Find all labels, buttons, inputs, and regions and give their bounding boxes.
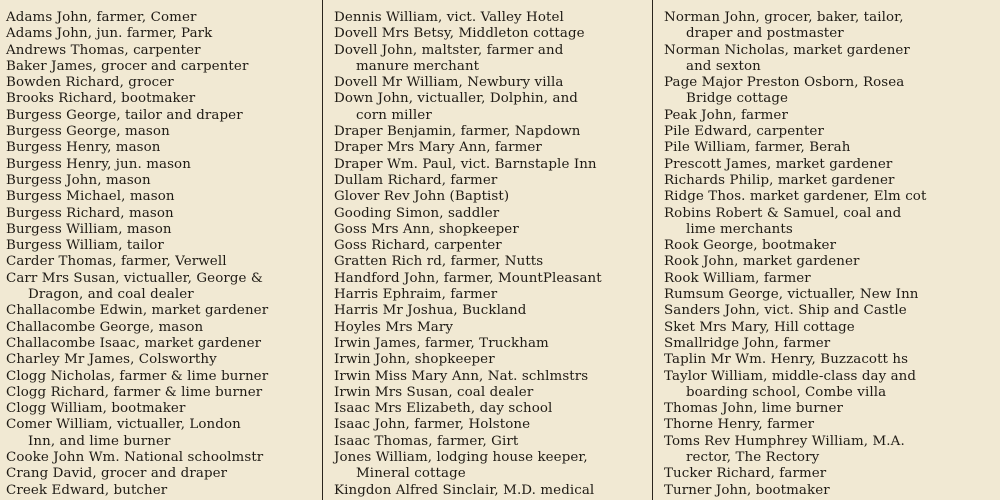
entry-text: Burgess John, mason: [6, 172, 151, 188]
directory-entry: [334, 189, 646, 205]
column-divider: [322, 0, 323, 500]
directory-entry: [6, 483, 316, 499]
entry-text: Robins Robert & Samuel, coal and: [664, 205, 902, 221]
entry-text: Harris Ephraim, farmer: [334, 287, 498, 303]
entry-text: Goss Mrs Ann, shopkeeper: [334, 221, 519, 237]
entry-text: Cooke John Wm. National schoolmstr: [6, 450, 264, 466]
entry-text: Burgess Michael, mason: [6, 189, 175, 205]
entry-text: Goss Richard, carpenter: [334, 238, 502, 254]
entry-continuation: Dragon, and coal dealer: [28, 287, 194, 303]
directory-entry: [6, 369, 316, 385]
directory-entry: [664, 157, 994, 173]
directory-entry: [334, 434, 646, 450]
entry-text: Rook John, market gardener: [664, 254, 860, 270]
directory-column-2: [334, 10, 646, 499]
entry-text: Charley Mr James, Colsworthy: [6, 352, 217, 368]
entry-text: Challacombe George, mason: [6, 319, 204, 335]
entry-continuation: rector, The Rectory: [686, 450, 820, 466]
entry-text: Comer William, victualler, London: [6, 417, 241, 433]
entry-text: Rook George, bootmaker: [664, 238, 837, 254]
directory-entry: [6, 75, 316, 91]
entry-text: Turner John, bootmaker: [664, 482, 830, 498]
directory-entry: [664, 43, 994, 76]
entry-text: Adams John, jun. farmer, Park: [6, 26, 213, 42]
directory-entry: [664, 466, 994, 482]
entry-text: Rumsum George, victualler, New Inn: [664, 287, 919, 303]
directory-entry: [334, 287, 646, 303]
directory-entry: [664, 417, 994, 433]
directory-entry: [6, 173, 316, 189]
directory-entry: [6, 466, 316, 482]
entry-text: Bowden Richard, grocer: [6, 75, 174, 91]
entry-text: Richards Philip, market gardener: [664, 172, 895, 188]
entry-text: Dullam Richard, farmer: [334, 172, 498, 188]
entry-continuation: Mineral cottage: [356, 466, 466, 482]
entry-continuation: corn miller: [356, 107, 432, 123]
directory-entry: [334, 91, 646, 124]
entry-text: Handford John, farmer, MountPleasant: [334, 270, 602, 286]
directory-entry: [6, 320, 316, 336]
entry-text: Draper Mrs Mary Ann, farmer: [334, 140, 542, 156]
directory-entry: [664, 271, 994, 287]
directory-entry: [664, 336, 994, 352]
directory-entry: [664, 320, 994, 336]
directory-entry: [664, 206, 994, 239]
entry-text: Dennis William, vict. Valley Hotel: [334, 10, 564, 25]
directory-entry: [664, 303, 994, 319]
entry-text: Irwin Mrs Susan, coal dealer: [334, 384, 534, 400]
entry-text: Taylor William, middle-class day and: [664, 368, 917, 384]
entry-text: Clogg Nicholas, farmer & lime burner: [6, 368, 269, 384]
entry-text: Burgess George, tailor and draper: [6, 107, 243, 123]
directory-entry: [334, 157, 646, 173]
column-divider: [652, 0, 653, 500]
directory-entry: [334, 75, 646, 91]
entry-continuation: lime merchants: [686, 221, 793, 237]
entry-text: Sanders John, vict. Ship and Castle: [664, 303, 907, 319]
entry-text: Burgess William, tailor: [6, 238, 164, 254]
directory-entry: [6, 26, 316, 42]
directory-entry: [334, 417, 646, 433]
entry-text: Gratten Rich rd, farmer, Nutts: [334, 254, 544, 270]
entry-text: Burgess William, mason: [6, 221, 172, 237]
directory-entry: [334, 222, 646, 238]
entry-text: Clogg Richard, farmer & lime burner: [6, 384, 263, 400]
directory-entry: [664, 434, 994, 467]
directory-entry: [664, 401, 994, 417]
entry-text: Draper Benjamin, farmer, Napdown: [334, 124, 581, 140]
directory-entry: [6, 303, 316, 319]
directory-entry: [6, 385, 316, 401]
entry-text: Isaac Mrs Elizabeth, day school: [334, 401, 553, 417]
directory-entry: [334, 238, 646, 254]
directory-entry: [6, 43, 316, 59]
entry-text: Norman John, grocer, baker, tailor,: [664, 10, 904, 25]
directory-entry: [334, 369, 646, 385]
directory-entry: [334, 401, 646, 417]
directory-entry: [664, 108, 994, 124]
entry-text: Carr Mrs Susan, victualler, George &: [6, 270, 263, 286]
directory-entry: [334, 10, 646, 26]
entry-text: Isaac Thomas, farmer, Girt: [334, 433, 519, 449]
directory-entry: [6, 450, 316, 466]
entry-continuation: and sexton: [686, 58, 761, 74]
entry-text: Adams John, farmer, Comer: [6, 10, 197, 25]
entry-text: Dovell Mrs Betsy, Middleton cottage: [334, 26, 585, 42]
directory-entry: [6, 238, 316, 254]
entry-text: Gooding Simon, saddler: [334, 205, 500, 221]
entry-text: Harris Mr Joshua, Buckland: [334, 303, 527, 319]
entry-text: Irwin James, farmer, Truckham: [334, 335, 549, 351]
directory-entry: [6, 59, 316, 75]
directory-entry: [334, 385, 646, 401]
directory-entry: [6, 124, 316, 140]
directory-entry: [6, 401, 316, 417]
directory-entry: [334, 483, 646, 499]
entry-text: Baker James, grocer and carpenter: [6, 58, 249, 74]
directory-entry: [334, 173, 646, 189]
directory-entry: [664, 189, 994, 205]
entry-text: Thomas John, lime burner: [664, 401, 844, 417]
entry-text: Challacombe Edwin, market gardener: [6, 303, 269, 319]
entry-text: Irwin Miss Mary Ann, Nat. schlmstrs: [334, 368, 589, 384]
directory-entry: [6, 157, 316, 173]
entry-text: Page Major Preston Osborn, Rosea: [664, 75, 905, 91]
entry-text: Burgess George, mason: [6, 124, 170, 140]
directory-entry: [664, 287, 994, 303]
entry-text: Kingdon Alfred Sinclair, M.D. medical: [334, 482, 595, 498]
entry-text: Ridge Thos. market gardener, Elm cot: [664, 189, 927, 205]
entry-text: Creek Edward, butcher: [6, 482, 168, 498]
entry-text: Burgess Henry, jun. mason: [6, 156, 191, 172]
directory-entry: [334, 320, 646, 336]
entry-text: Norman Nicholas, market gardener: [664, 42, 910, 58]
entry-continuation: Bridge cottage: [686, 91, 789, 107]
directory-entry: [334, 336, 646, 352]
entry-text: Andrews Thomas, carpenter: [6, 42, 201, 58]
entry-text: Hoyles Mrs Mary: [334, 319, 454, 335]
entry-text: Dovell Mr William, Newbury villa: [334, 75, 564, 91]
entry-text: Dovell John, maltster, farmer and: [334, 42, 564, 58]
entry-text: Rook William, farmer: [664, 270, 811, 286]
entry-text: Pile William, farmer, Berah: [664, 140, 851, 156]
directory-entry: [6, 336, 316, 352]
entry-continuation: manure merchant: [356, 58, 480, 74]
directory-entry: [334, 26, 646, 42]
entry-continuation: draper and postmaster: [686, 26, 844, 42]
entry-text: Isaac John, farmer, Holstone: [334, 417, 531, 433]
entry-text: Sket Mrs Mary, Hill cottage: [664, 319, 855, 335]
directory-entry: [334, 254, 646, 270]
directory-entry: [334, 206, 646, 222]
directory-entry: [6, 206, 316, 222]
entry-text: Taplin Mr Wm. Henry, Buzzacott hs: [664, 352, 909, 368]
directory-entry: [664, 124, 994, 140]
directory-entry: [664, 140, 994, 156]
directory-entry: [664, 369, 994, 402]
entry-text: Smallridge John, farmer: [664, 335, 831, 351]
directory-column-3: [664, 10, 994, 499]
directory-entry: [664, 352, 994, 368]
directory-entry: [6, 222, 316, 238]
directory-entry: [334, 303, 646, 319]
directory-entry: [334, 124, 646, 140]
directory-entry: [334, 43, 646, 76]
directory-entry: [6, 254, 316, 270]
entry-text: Brooks Richard, bootmaker: [6, 91, 196, 107]
entry-text: Crang David, grocer and draper: [6, 466, 228, 482]
directory-entry: [6, 10, 316, 26]
entry-text: Burgess Richard, mason: [6, 205, 174, 221]
entry-text: Jones William, lodging house keeper,: [334, 450, 588, 466]
entry-text: Peak John, farmer: [664, 107, 788, 123]
entry-text: Prescott James, market gardener: [664, 156, 893, 172]
directory-entry: [6, 140, 316, 156]
directory-entry: [664, 173, 994, 189]
entry-text: Glover Rev John (Baptist): [334, 189, 510, 205]
directory-entry: [664, 10, 994, 43]
directory-entry: [334, 450, 646, 483]
entry-text: Draper Wm. Paul, vict. Barnstaple Inn: [334, 156, 597, 172]
directory-entry: [6, 417, 316, 450]
directory-entry: [664, 238, 994, 254]
entry-text: Pile Edward, carpenter: [664, 124, 824, 140]
entry-text: Thorne Henry, farmer: [664, 417, 815, 433]
entry-text: Burgess Henry, mason: [6, 140, 161, 156]
directory-entry: [6, 352, 316, 368]
directory-entry: [334, 140, 646, 156]
entry-text: Tucker Richard, farmer: [664, 466, 827, 482]
entry-text: Carder Thomas, farmer, Verwell: [6, 254, 227, 270]
entry-text: Toms Rev Humphrey William, M.A.: [664, 433, 905, 449]
directory-entry: [6, 189, 316, 205]
directory-entry: [334, 271, 646, 287]
directory-entry: [664, 75, 994, 108]
directory-entry: [334, 352, 646, 368]
entry-text: Clogg William, bootmaker: [6, 401, 186, 417]
directory-entry: [6, 108, 316, 124]
directory-entry: [664, 254, 994, 270]
entry-continuation: Inn, and lime burner: [28, 433, 171, 449]
entry-text: Down John, victualler, Dolphin, and: [334, 91, 578, 107]
directory-entry: [664, 483, 994, 499]
directory-column-1: [6, 10, 316, 499]
entry-continuation: boarding school, Combe villa: [686, 384, 887, 400]
entry-text: Challacombe Isaac, market gardener: [6, 335, 262, 351]
directory-entry: [6, 271, 316, 304]
entry-text: Irwin John, shopkeeper: [334, 352, 495, 368]
directory-entry: [6, 91, 316, 107]
